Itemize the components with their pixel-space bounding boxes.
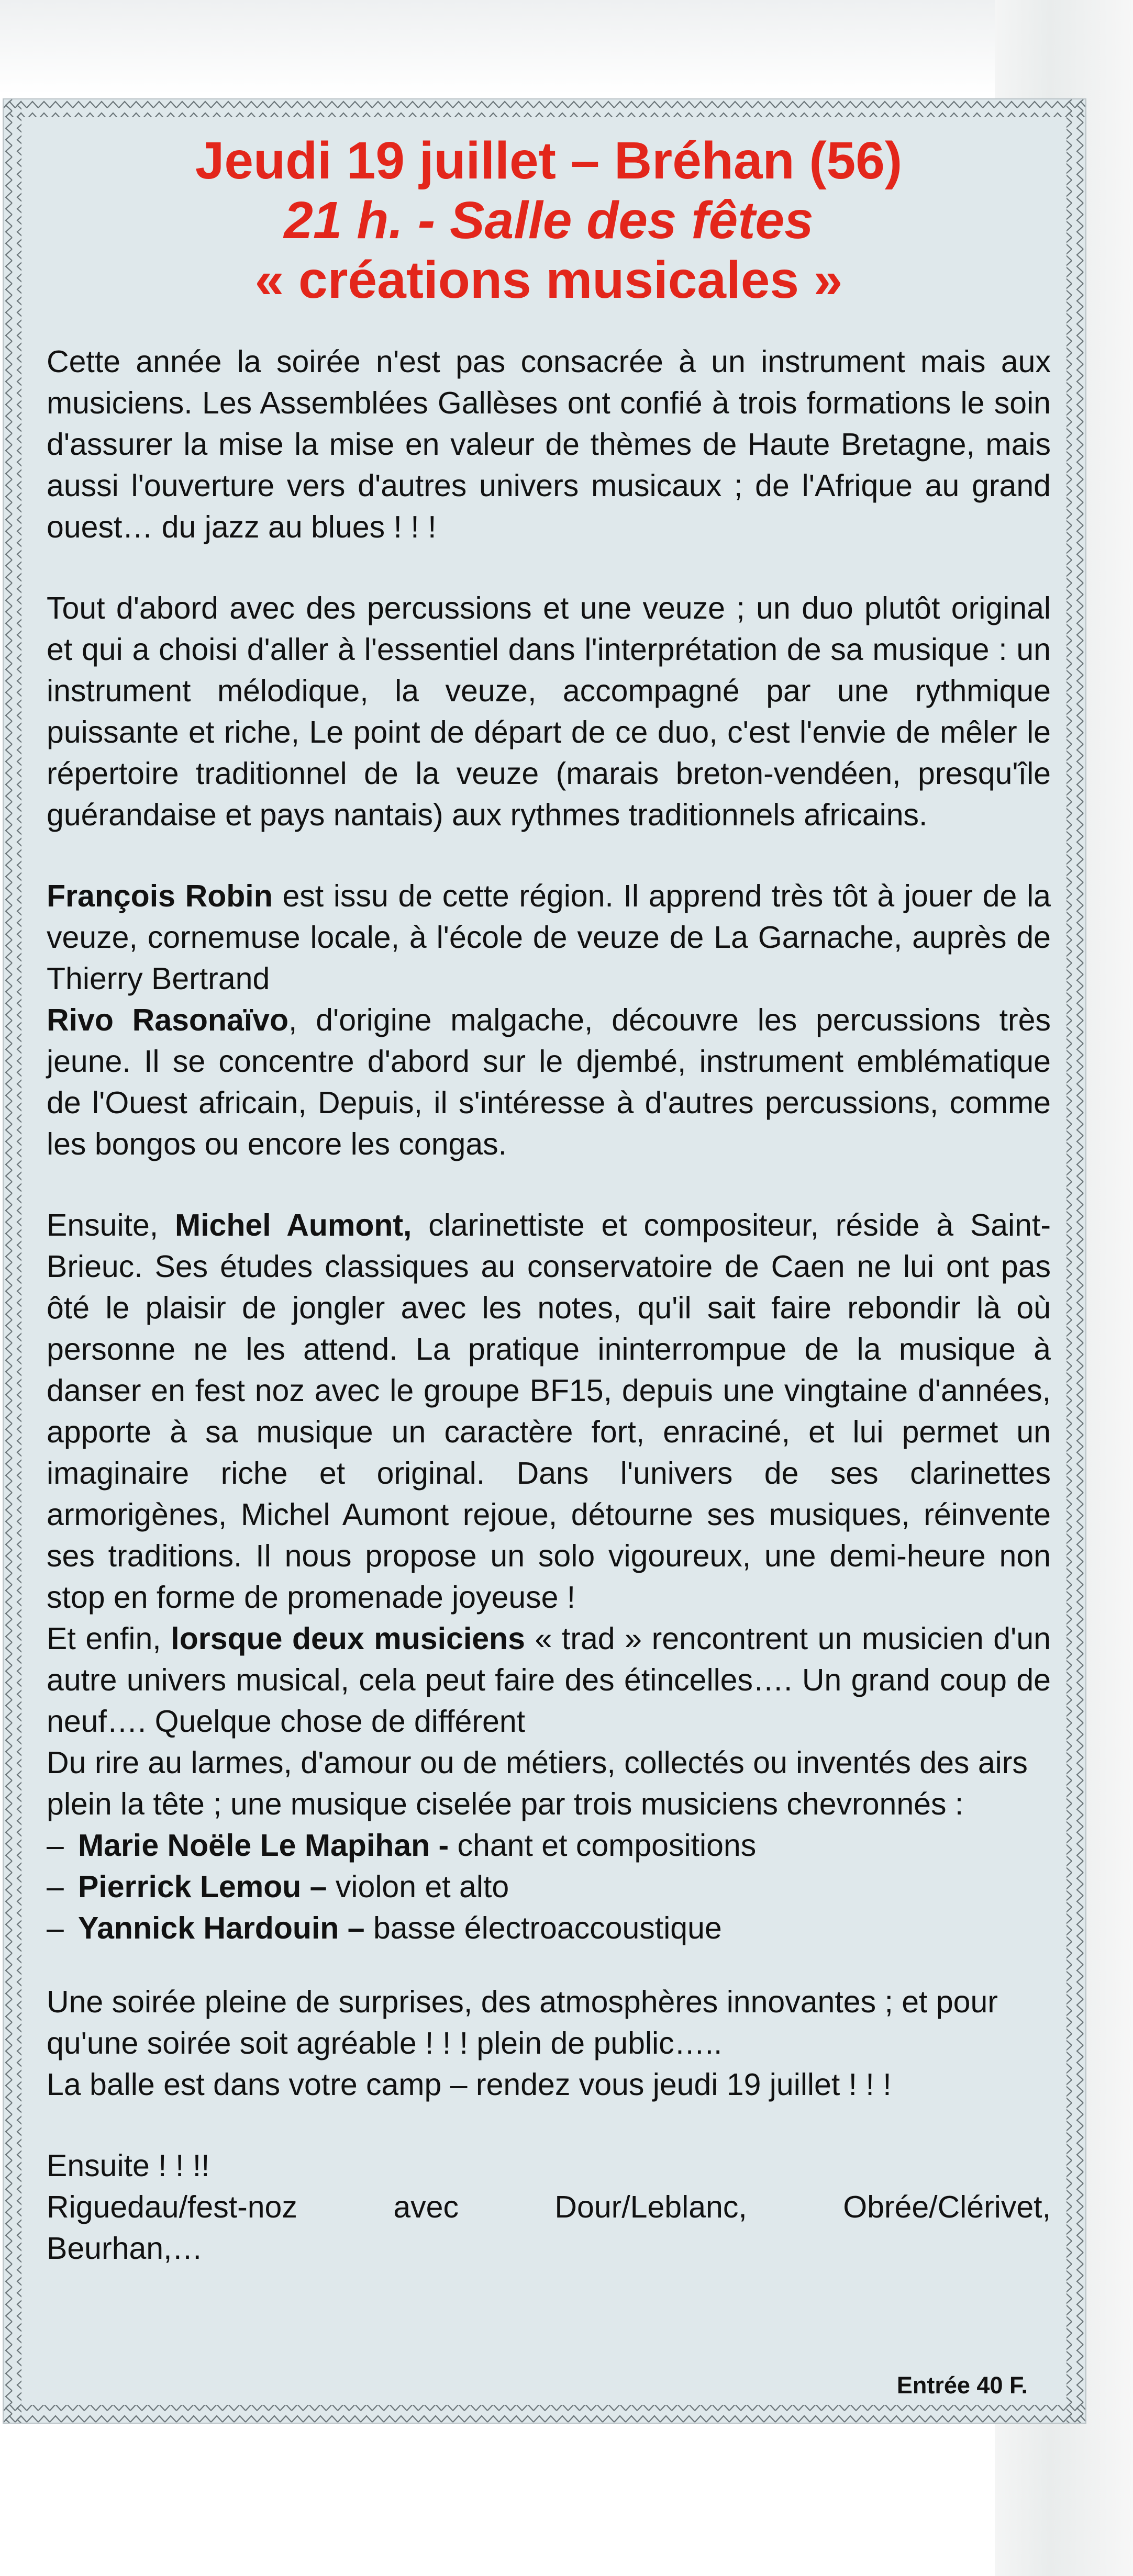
trio-text: « trad » rencontrent un musicien d'un autre univers musical, cela peut faire des étincelles…. Un grand coup de neuf…. Quelque chose de différent <box>47 1621 1051 1739</box>
robin-paragraph <box>47 876 1051 1000</box>
performer-item: Riguedau/fest-noz <box>47 2190 297 2224</box>
member-role: basse électroaccoustique <box>364 1911 722 1945</box>
member-role: chant et compositions <box>449 1828 757 1863</box>
event-time-venue: 21 h. - Salle des fêtes <box>284 191 814 250</box>
musician-name: Rivo Rasonaïvo <box>47 1003 289 1037</box>
paragraph-prefix: Ensuite, <box>47 1208 175 1242</box>
member-role: violon et alto <box>327 1869 509 1904</box>
rivo-paragraph <box>47 1000 1051 1165</box>
dash-bullet: – <box>47 1911 64 1945</box>
member-name: Marie Noële Le Mapihan - <box>78 1828 449 1863</box>
list-item <box>47 1825 1051 1866</box>
closing-line: Une soirée pleine de surprises, des atmosphères innovantes ; et pour qu'une soirée soit agréable ! ! ! plein de public….. <box>47 1985 998 2060</box>
after-more: Beurhan,… <box>47 2231 203 2266</box>
closing-call: La balle est dans votre camp – rendez vous jeudi 19 juillet ! ! ! <box>47 2067 892 2102</box>
page-background-top <box>0 0 1133 94</box>
musician-name: François Robin <box>47 879 273 913</box>
after-performers <box>47 2187 1051 2228</box>
event-theme: « créations musicales » <box>254 251 843 309</box>
dash-bullet: – <box>47 1869 64 1904</box>
trio-description: Du rire au larmes, d'amour ou de métiers, collectés ou inventés des airs plein la tête ; une musique ciselée par trois musiciens chevronnés : <box>47 1745 1028 1821</box>
member-name: Yannick Hardouin – <box>78 1911 365 1945</box>
members-list <box>47 1825 1051 1949</box>
musician-bio: , d'origine malgache, découvre les percussions très jeune. Il se concentre d'abord sur le djembé, instrument emblématique de l'Ouest africain, Depuis, il s'intéresse à d'autres percussions, comme les bongos ou encore les congas. <box>47 1003 1051 1161</box>
musician-bio: clarinettiste et compositeur, réside à Saint-Brieuc. Ses études classiques au conservatoire de Caen ne lui ont pas ôté le plaisir de jongler avec les notes, qu'il sait faire rebondir là où personne ne les attend. La pratique ininterrompue de la musique à danser en fest noz avec le groupe BF15, depuis une vingtaine d'années, apporte à sa musique un caractère fort, enraciné, et lui permet un imaginaire riche et original. Dans l'univers de ses clarinettes armorigènes, Michel Aumont rejoue, détourne ses musiques, réinvente ses traditions. Il nous propose un solo vigoureux, une demi-heure non stop en forme de promenade joyeuse ! <box>47 1208 1051 1615</box>
intro-paragraph: Cette année la soirée n'est pas consacrée à un instrument mais aux musiciens. Les Assemblées Gallèses ont confié à trois formations le soin d'assurer la mise la mise en valeur de thèmes de Haute Bretagne, mais aussi l'ouverture vers d'autres univers musicaux ; de l'Afrique au grand ouest… du jazz au blues ! ! ! <box>47 344 1051 544</box>
trio-paragraph <box>47 1618 1051 1742</box>
trio-highlight: lorsque deux musiciens <box>171 1621 525 1656</box>
flyer-content <box>47 131 1051 2269</box>
concert-flyer <box>3 98 1086 2424</box>
member-name: Pierrick Lemou – <box>78 1869 327 1904</box>
event-date-title: Jeudi 19 juillet – Bréhan (56) <box>195 131 903 190</box>
performer-item: Obrée/Clérivet, <box>843 2190 1051 2224</box>
list-item <box>47 1908 1051 1949</box>
entry-price: Entrée 40 F. <box>896 2372 1028 2399</box>
dash-bullet: – <box>47 1828 64 1863</box>
performer-item: Dour/Leblanc, <box>554 2190 747 2224</box>
aumont-paragraph <box>47 1205 1051 1618</box>
paragraph-prefix: Et enfin, <box>47 1621 171 1656</box>
performer-item: avec <box>393 2190 459 2224</box>
after-heading: Ensuite ! ! !! <box>47 2148 210 2183</box>
list-item <box>47 1866 1051 1908</box>
duo-paragraph: Tout d'abord avec des percussions et une veuze ; un duo plutôt original et qui a choisi d'aller à l'essentiel dans l'interprétation de sa musique : un instrument mélodique, la veuze, accompagné par une rythmique puissante et riche, Le point de départ de ce duo, c'est l'envie de mêler le répertoire traditionnel de la veuze (marais breton-vendéen, presqu'île guérandaise et pays nantais) aux rythmes traditionnels africains. <box>47 591 1051 832</box>
musician-name: Michel Aumont, <box>175 1208 412 1242</box>
musician-bio: est issu de cette région. Il apprend très tôt à jouer de la veuze, cornemuse locale, à l'école de veuze de La Garnache, auprès de Thierry Bertrand <box>47 879 1051 996</box>
